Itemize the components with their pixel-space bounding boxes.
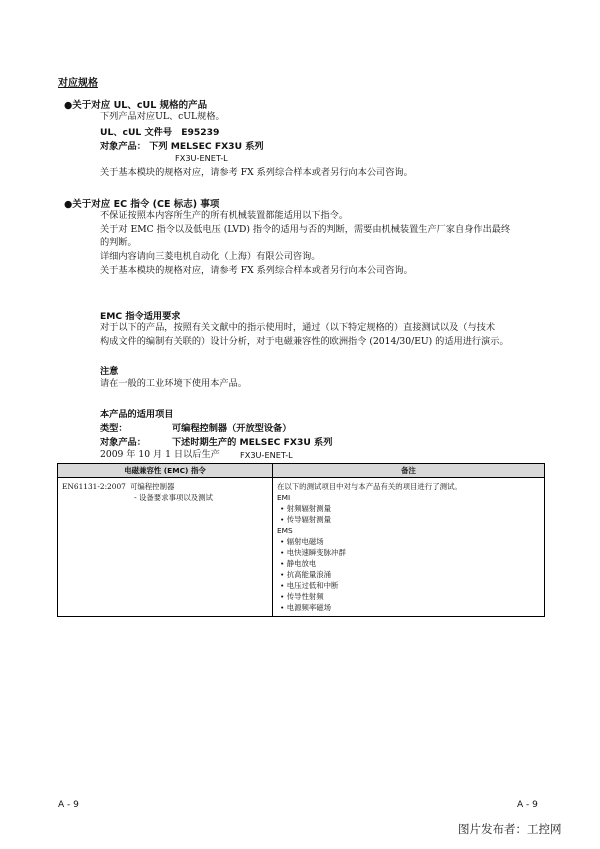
ul-model: FX3U-ENET-L: [175, 153, 228, 163]
ems-item: • 电快速瞬变脉冲群: [280, 548, 346, 557]
standard-code: EN61131-2:2007: [62, 482, 126, 491]
col-header-emc: 电磁兼容性 (EMC) 指令: [58, 464, 273, 478]
section-title: 对应规格: [58, 78, 98, 89]
ec-line-1: 关于对 EMC 指令以及低电压 (LVD) 指令的适用与否的判断，需要由机械装置生产厂家自身作出最终: [100, 224, 511, 235]
ec-line-2: 的判断。: [100, 237, 137, 248]
ul-target-products: 对象产品： 下列 MELSEC FX3U 系列: [100, 141, 264, 152]
emi-label: EMI: [277, 493, 291, 502]
ems-item: • 电压过低和中断: [280, 581, 339, 590]
ems-item: • 静电放电: [280, 559, 317, 568]
target-label: 对象产品：: [100, 437, 146, 448]
production-period: 2009 年 10 月 1 日以后生产: [100, 449, 220, 460]
emc-req-line-1: 构成文件的编制有关联的）设计分析，对于电磁兼容性的欧洲指令 (2014/30/EU) 的适用进行演示。: [100, 336, 509, 347]
ems-item: • 传导性射频: [280, 592, 324, 601]
ul-line1: 下列产品对应UL、cUL规格。: [100, 111, 225, 122]
page-number-right: A - 9: [517, 800, 538, 810]
ul-file-number: UL、cUL 文件号 E95239: [100, 127, 220, 138]
applicable-heading: 本产品的适用项目: [100, 409, 174, 420]
ul-heading: ●关于对应 UL、cUL 规格的产品: [64, 100, 208, 111]
type-label: 类型：: [100, 423, 128, 434]
emc-req-heading: EMC 指令适用要求: [100, 311, 181, 322]
applicable-model: FX3U-ENET-L: [240, 450, 293, 460]
attention-line: 请在一般的工业环境下使用本产品。: [100, 378, 247, 389]
emc-req-line-0: 对于以下的产品，按照有关文献中的指示使用时，通过（以下特定规格的）直接测试以及（与技术: [100, 322, 496, 333]
remarks-cell: [273, 478, 545, 617]
attention-heading: 注意: [100, 366, 119, 377]
ems-item: • 抗高能量浪涌: [280, 570, 332, 579]
ec-line-4: 关于基本模块的规格对应，请参考 FX 系列综合样本或者另行向本公司咨询。: [100, 265, 413, 276]
ec-line-0: 不保证按照本内容所生产的所有机械装置都能适用以下指令。: [100, 210, 349, 221]
type-value: 可编程控制器（开放型设备）: [172, 423, 292, 434]
image-credit: 图片发布者：工控网: [458, 822, 562, 836]
page-number-left: A - 9: [58, 800, 79, 810]
target-value: 下述时期生产的 MELSEC FX3U 系列: [172, 437, 333, 448]
ems-item: • 辐射电磁场: [280, 537, 324, 546]
standard-cell: [58, 478, 273, 617]
emi-item: • 射频辐射测量: [280, 504, 332, 513]
ec-heading: ●关于对应 EC 指令 (CE 标志) 事项: [64, 199, 220, 210]
remark-intro: 在以下的测试项目中对与本产品有关的项目进行了测试。: [277, 482, 462, 491]
ems-label: EMS: [277, 526, 293, 535]
emc-table: [57, 463, 545, 617]
ems-item: • 电源频率磁场: [280, 603, 332, 612]
ec-line-3: 详细内容请向三菱电机自动化（上海）有限公司咨询。: [100, 251, 321, 262]
standard-subtitle: - 设备要求事项以及测试: [134, 493, 213, 502]
col-header-remarks: 备注: [273, 464, 545, 478]
standard-title: 可编程控制器: [130, 482, 175, 491]
emi-item: • 传导辐射测量: [280, 515, 332, 524]
ul-note: 关于基本模块的规格对应，请参考 FX 系列综合样本或者另行向本公司咨询。: [100, 167, 413, 178]
